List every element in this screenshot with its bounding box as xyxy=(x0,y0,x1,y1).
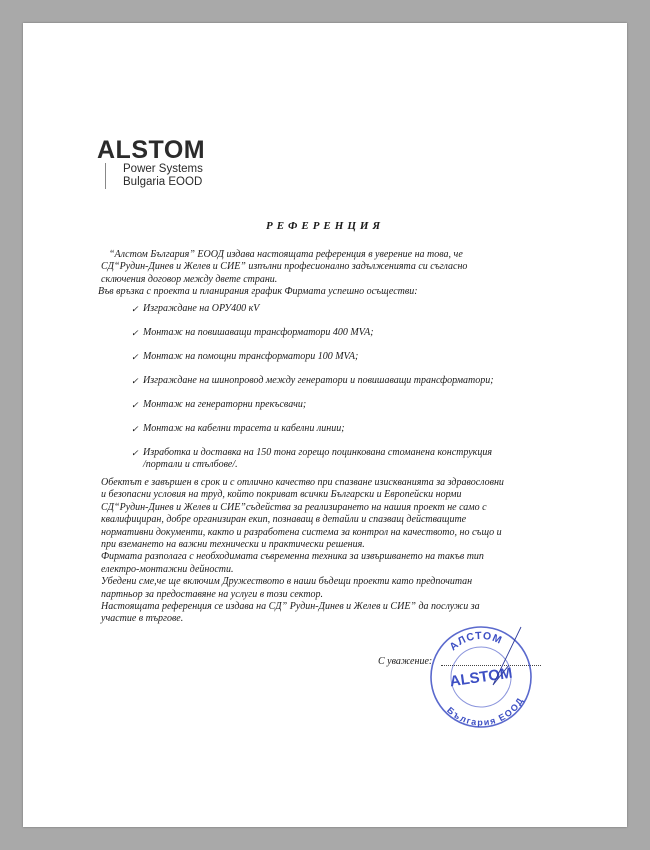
list-item xyxy=(131,303,558,315)
list-item-text: Изграждане на шинопровод между генератори и повишаващи трансформатори; xyxy=(143,375,494,386)
list-item-text: /портали и стълбове/. xyxy=(143,459,238,471)
list-item-text: Монтаж на повишаващи трансформатори 400 MVA; xyxy=(143,327,374,338)
body-line: Настоящата референция се издава на СД” Рудин-Динев и Желев и СИЕ” да послужи за xyxy=(101,601,480,613)
body-line: Обектът е завършен в срок и с отлично качество при спазване изискванията за здравословни xyxy=(101,477,504,488)
logo-wordmark: ALSTOM xyxy=(97,136,206,164)
company-logo xyxy=(97,137,205,189)
intro-paragraph xyxy=(98,249,556,299)
body-line: Фирмата разполага с необходимата съвременна техника за извършването на такъв тип xyxy=(101,551,484,563)
list-item-text: Изработка и доставка на 150 тона горещо поцинкована стоманена конструкция xyxy=(143,447,492,458)
signoff-label: С уважение: xyxy=(378,656,433,667)
stamp-center-text: ALSTOM xyxy=(448,664,514,691)
body-line: при вземането на важни технически и практически решения. xyxy=(101,539,365,551)
list-item-text: Монтаж на помощни трансформатори 100 MVA; xyxy=(143,351,359,362)
list-item xyxy=(131,399,558,411)
svg-text:АЛСТОМ xyxy=(446,626,506,654)
document-page xyxy=(23,23,627,827)
logo-subtitle-line-1: Power Systems xyxy=(123,163,203,175)
list-item-text: Монтаж на кабелни трасета и кабелни линии; xyxy=(143,423,345,434)
list-item xyxy=(131,375,558,387)
body-line: участие в търгове. xyxy=(101,613,184,625)
stamp-bottom-text: България ЕООД xyxy=(445,695,526,728)
checkmark-icon: ✓ xyxy=(131,448,139,458)
list-item-text: Монтаж на генераторни прекъсвачи; xyxy=(143,399,307,410)
body-line: и безопасни условия на труд, който покриват всички Български и Европейски норми xyxy=(101,489,462,501)
list-item-text: Изграждане на ОРУ400 кV xyxy=(143,303,260,314)
logo-subtitle xyxy=(105,163,205,189)
checkmark-icon: ✓ xyxy=(131,400,139,410)
checkmark-icon: ✓ xyxy=(131,376,139,386)
list-item xyxy=(131,423,558,435)
checkmark-icon: ✓ xyxy=(131,424,139,434)
intro-line: сключения договор между двете страни. xyxy=(101,273,278,285)
intro-line: “Алстом България” ЕООД издава настоящата референция в уверение на това, че xyxy=(109,249,463,260)
body-line: квалифициран, добре организиран екип, познаващ в детайли и спазващ действащите xyxy=(101,514,467,526)
list-item xyxy=(131,447,558,472)
list-item xyxy=(131,351,558,363)
stamp-top-text: АЛСТОМ xyxy=(447,629,505,654)
body-line: електро-монтажни дейности. xyxy=(101,563,234,575)
body-line: партньор за предоставяне на услуги в този сектор. xyxy=(101,588,324,600)
checkmark-icon: ✓ xyxy=(131,328,139,338)
body-line: Убедени сме,че ще включим Дружеството в наши бъдещи проекти като предпочитан xyxy=(101,576,473,588)
checkmark-icon: ✓ xyxy=(131,352,139,362)
checkmark-icon: ✓ xyxy=(131,304,139,314)
intro-line: СД“Рудин-Динев и Желев и СИЕ” изпълни професионално задълженията си съгласно xyxy=(101,261,468,273)
company-stamp xyxy=(425,621,537,733)
list-item xyxy=(131,327,558,339)
lead-in-line: Във връзка с проекта и планирания график Фирмата успешно осъществи: xyxy=(98,286,418,298)
body-line: нормативни документи, както и разработена система за контрол на качеството, но също и xyxy=(101,526,502,538)
logo-subtitle-line-2: Bulgaria EOOD xyxy=(123,176,203,188)
body-paragraphs xyxy=(101,477,556,626)
body-line: СД“Рудин-Динев и Желев и СИЕ”съдейства за реализирането на нашия проект не само с xyxy=(101,501,487,513)
document-title: РЕФЕРЕНЦИЯ xyxy=(265,220,385,232)
